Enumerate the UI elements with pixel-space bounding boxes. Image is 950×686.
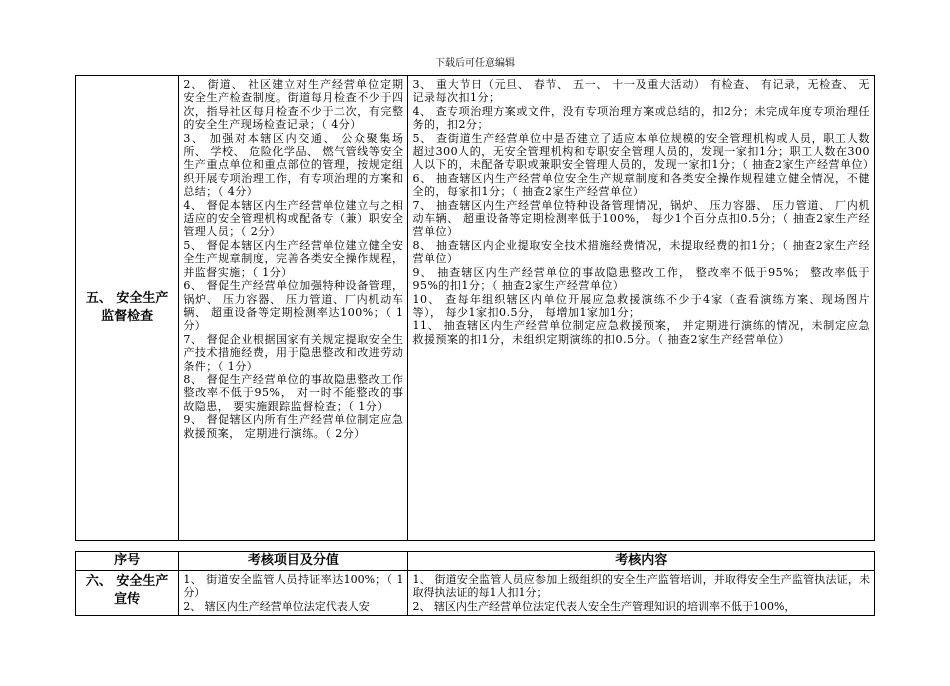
section6-item: 1、 街道安全监管人员持证率达100%；（ 1分） [183,573,404,600]
section6-row [76,571,875,616]
section6-table [75,551,875,616]
section5-content-item: 3、 重大节日（元旦、 春节、 五一、 十一及重大活动） 有检查、 有记录，无检查、 无记录每次扣1分； [412,78,870,105]
section5-title-text: 五、 安全生产监督检查 [85,291,169,324]
section5-content-item: 4、 查专项治理方案或文件，没有专项治理方案或总结的，扣2分；未完成年度专项治理任务的，扣2分； [412,104,870,132]
section5-content-item: 11、 抽查辖区内生产经营单位制定应急救援预案， 并定期进行演练的情况，未制定应急救援预案的扣1分，未组织定期演练的扣0.5分。（ 抽查2家生产经营单位） [412,319,870,346]
section6-items-cell [179,571,408,616]
table-header-row [76,552,875,571]
header-index: 序号 [76,552,179,571]
section5-items-cell [179,76,408,541]
section5-table [75,75,875,541]
section5-content-item: 6、 抽查辖区内生产经营单位安全生产规章制度和各类安全操作规程建立健全情况，不健全的，每家扣1分；（ 抽查2家生产经营单位） [412,171,870,199]
section5-content-item: 10、 查每年组织辖区内单位开展应急救援演练不少于4家（查看演练方案、现场图片等）， 每少1家扣0.5分， 每增加1家加1分； [412,292,870,319]
section5-title [76,76,179,541]
header-content: 考核内容 [408,552,875,571]
section6-content-item: 2、 辖区内生产经营单位法定代表人安全生产管理知识的培训率不低于100%， [412,599,796,613]
section5-content-item: 8、 抽查辖区内企业提取安全技术措施经费情况，未提取经费的扣1分；（ 抽查2家生产经营单位） [412,238,870,266]
section6-content-item: 1、 街道安全监管人员应参加上级组织的安全生产监管培训，并取得安全生产监管执法证，未取得执法证的每1人扣1分； [412,573,870,600]
section5-content-item: 9、 抽查辖区内生产经营单位的事故隐患整改工作， 整改率不低于95%； 整改率低于95%的扣1分；（ 抽查2家生产经营单位） [412,265,870,293]
section5-item: 4、 督促本辖区内生产经营单位建立与之相适应的安全管理机构或配备专（兼）职安全管理人员；（ 2分） [183,198,404,239]
section5-row [76,76,875,541]
header-note: 下载后可任意编辑 [435,58,515,69]
section5-item: 7、 督促企业根据国家有关规定提取安全生产技术措施经费，用于隐患整改和改进劳动条件；（ 1分） [183,332,404,373]
section5-content-item: 7、 抽查辖区内生产经营单位特种设备管理情况，锅炉、 压力容器、 压力管道、 厂内机动车辆、 超重设备等定期检测率低于100%， 每少1个百分点扣0.5分；（ 抽查2家生产经营单位） [412,198,870,239]
section5-item: 6、 督促生产经营单位加强特种设备管理，锅炉、 压力容器、 压力管道、厂内机动车辆、 超重设备等定期检测率达100%；（ 1分） [183,279,404,333]
section6-title: 六、 安全生产宣传 [76,571,179,616]
header-item: 考核项目及分值 [179,552,408,571]
section5-item: 2、 街道、 社区建立对生产经营单位定期安全生产检查制度。街道每月检查不少于四次，指导社区每月检查不少于二次，有完整的安全生产现场检查记录；（ 4分） [183,78,404,132]
section5-item: 3、 加强对本辖区内交通、 公众聚集场所、 学校、 危险化学品、 燃气管线等安全生产重点单位和重点部位的管理，按规定组织开展专项治理工作，有专项治理的方案和总结；（ 4分） [183,131,404,199]
section6-content-cell [408,571,875,616]
section5-item: 5、 督促本辖区内生产经营单位建立健全安全生产规章制度，完善各类安全操作规程，并监督实施；（ 1分） [183,238,404,279]
section5-content-cell [408,76,875,541]
section6-item: 2、 辖区内生产经营单位法定代表人安 [183,599,370,613]
section5-item: 9、 督促辖区内所有生产经营单位制定应急救援预案， 定期进行演练。（ 2分） [183,413,404,440]
section5-content-item: 5、 查街道生产经营单位中是否建立了适应本单位规模的安全管理机构或人员，职工人数超过300人的，无安全管理机构和专职安全管理人员的，发现一家扣1分；职工人数在300人以下的，未配备专职或兼职安全管理人员的，发现一家扣1分；（ 抽查2家生产经营单位） [412,131,875,172]
section5-item: 8、 督促生产经营单位的事故隐患整改工作整改率不低于95%， 对一时不能整改的事故隐患， 要实施跟踪监督检查；（ 1分） [183,372,404,413]
